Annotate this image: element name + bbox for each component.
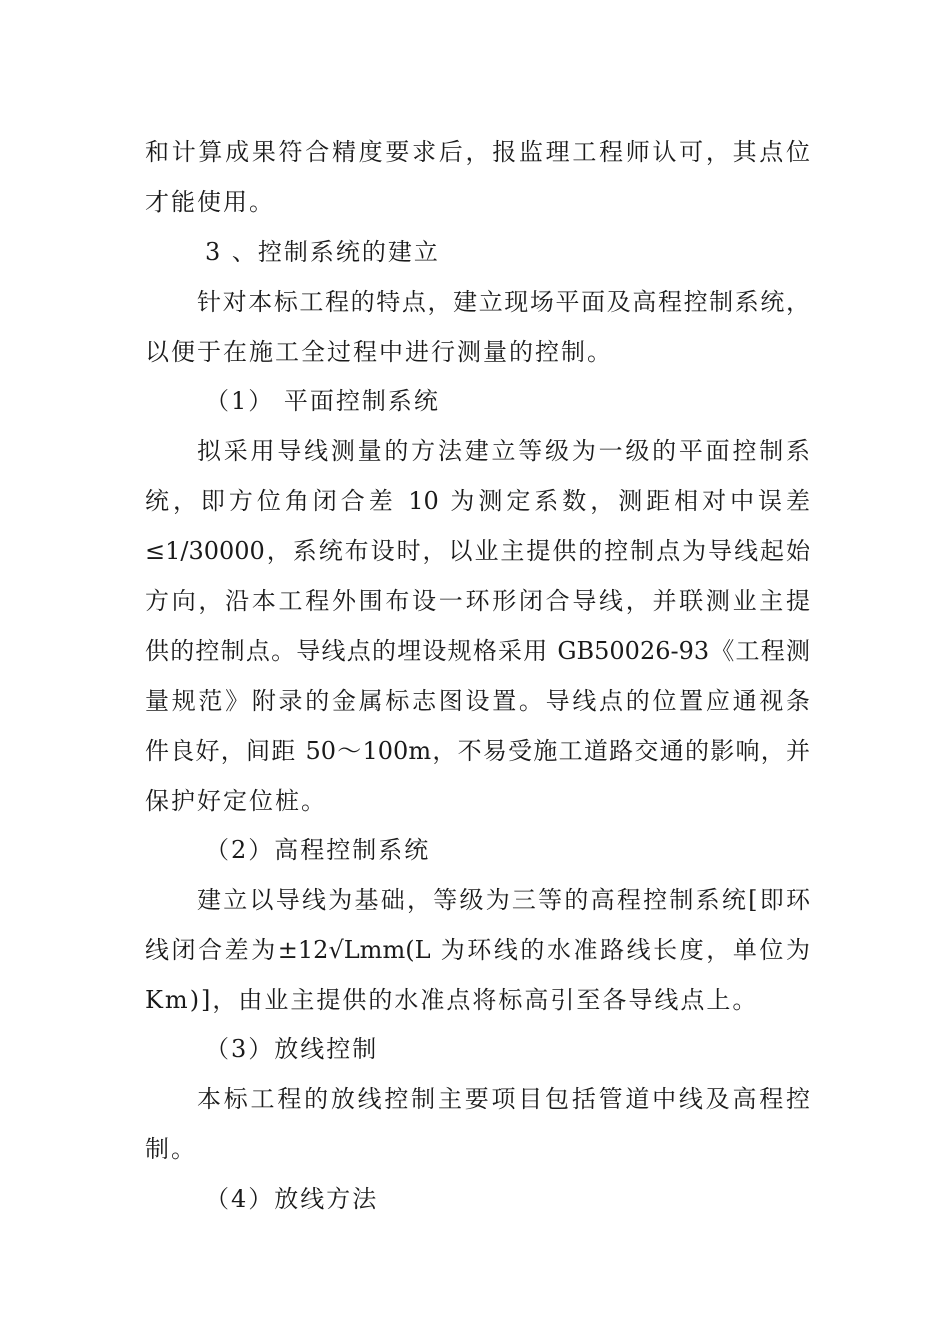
text-line: 以便于在施工全过程中进行测量的控制。 [145, 338, 613, 366]
text-line: 针对本标工程的特点，建立现场平面及高程控制系统， [197, 288, 810, 316]
subsection-heading: （4）放线方法 [205, 1185, 379, 1213]
text-line: 制。 [145, 1135, 197, 1163]
text-line: 建立以导线为基础，等级为三等的高程控制系统[即环 [197, 886, 810, 914]
subsection-heading: （2）高程控制系统 [205, 836, 431, 864]
subsection-heading: （1） 平面控制系统 [205, 387, 440, 415]
text-line: 保护好定位桩。 [145, 787, 327, 815]
text-line: 线闭合差为±12√Lmm(L 为环线的水准路线长度，单位为 [145, 936, 810, 964]
subsection-heading: （3）放线控制 [205, 1035, 379, 1063]
text-line: 统，即方位角闭合差 10 为测定系数，测距相对中误差 [145, 487, 810, 515]
text-line: 供的控制点。导线点的埋设规格采用 GB50026-93《工程测 [145, 637, 810, 665]
text-line: 和计算成果符合精度要求后，报监理工程师认可，其点位 [145, 138, 810, 166]
text-line: 件良好，间距 50～100m，不易受施工道路交通的影响，并 [145, 737, 810, 765]
text-line: 本标工程的放线控制主要项目包括管道中线及高程控 [197, 1085, 810, 1113]
text-line: Km)]，由业主提供的水准点将标高引至各导线点上。 [145, 986, 759, 1014]
text-line: 拟采用导线测量的方法建立等级为一级的平面控制系 [197, 437, 810, 465]
text-line: ≤1/30000，系统布设时，以业主提供的控制点为导线起始 [145, 537, 810, 565]
text-line: 量规范》附录的金属标志图设置。导线点的位置应通视条 [145, 687, 810, 715]
text-line: 才能使用。 [145, 188, 275, 216]
section-heading: 3 、控制系统的建立 [205, 238, 440, 266]
text-line: 方向，沿本工程外围布设一环形闭合导线，并联测业主提 [145, 587, 810, 615]
